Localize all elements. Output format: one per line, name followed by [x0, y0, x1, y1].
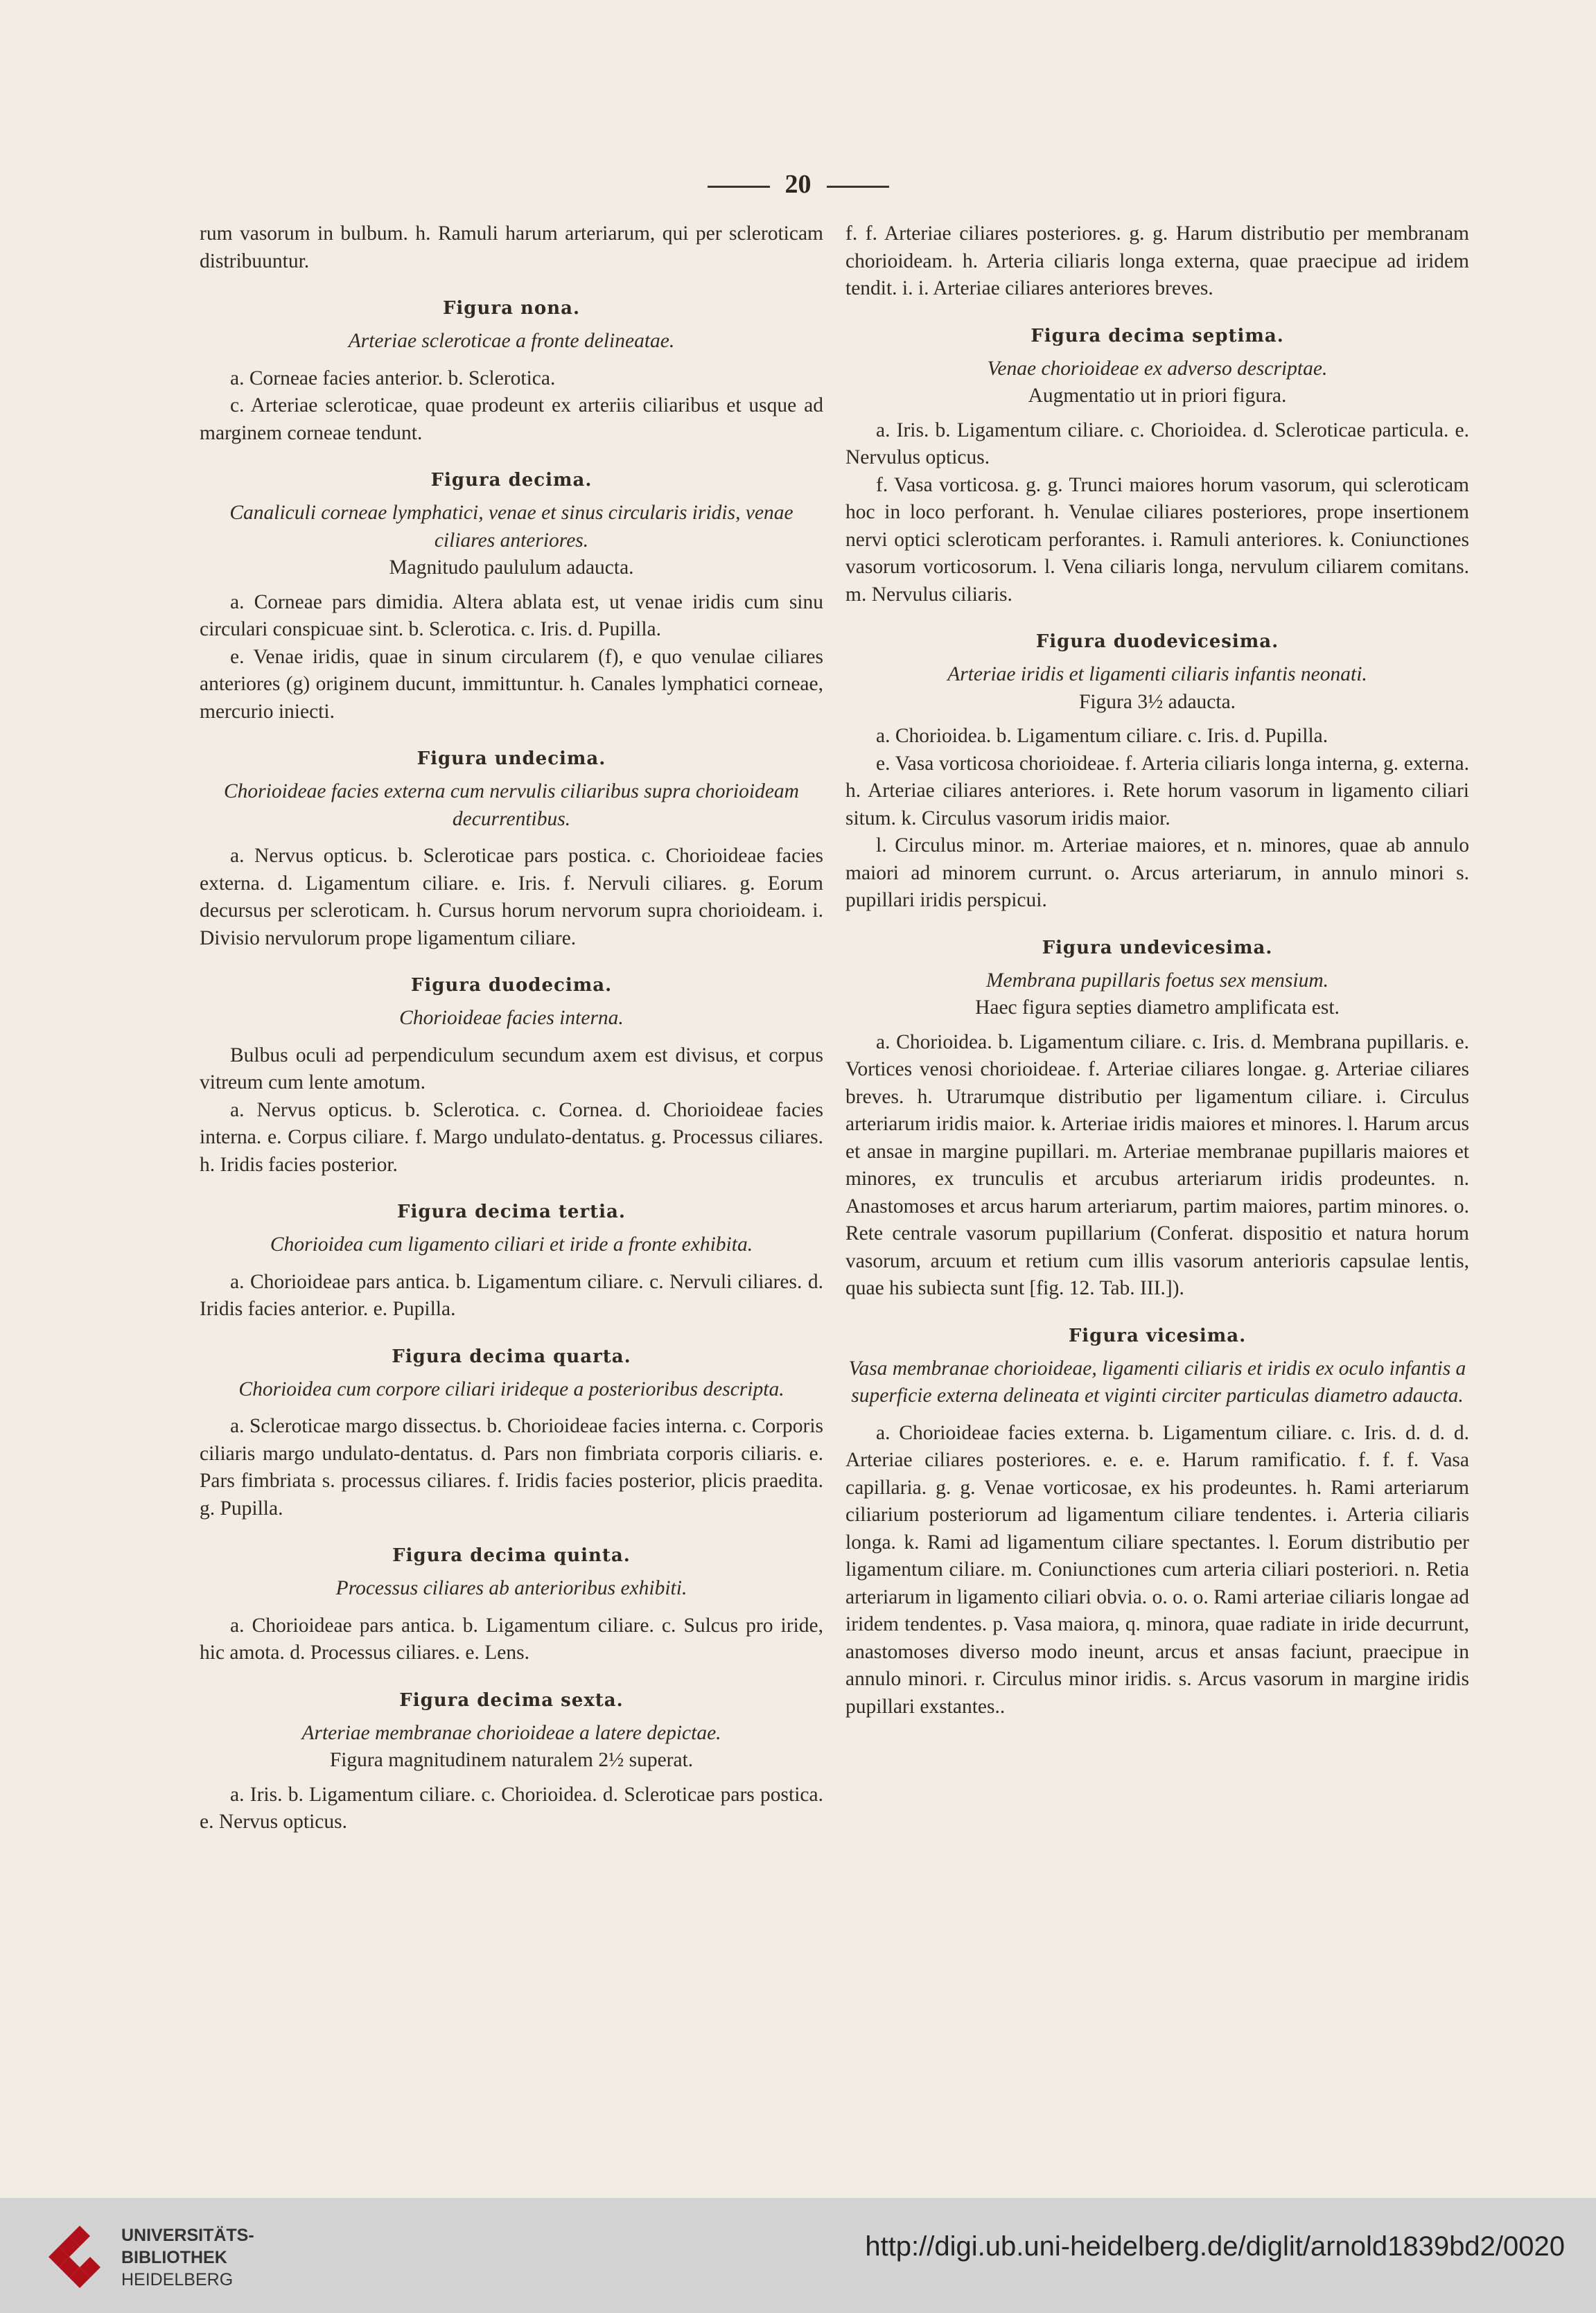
- library-name-line-1: UNIVERSITÄTS-: [121, 2226, 254, 2245]
- figure-section: [200, 1542, 823, 1667]
- digital-library-url[interactable]: http://digi.ub.uni-heidelberg.de/diglit/arnold1839bd2/0020: [865, 2231, 1565, 2262]
- paragraph: rum vasorum in bulbum. h. Ramuli harum arteriarum, qui per scleroticam distribuuntur.: [200, 222, 823, 272]
- figure-legend-paragraph: c. Arteriae scleroticae, quae prodeunt ex arteriis ciliaribus et usque ad marginem corneae tendunt.: [200, 394, 823, 444]
- figure-legend-paragraph: a. Corneae facies anterior. b. Sclerotica.: [230, 367, 556, 389]
- figure-legend-paragraph: a. Iris. b. Ligamentum ciliare. c. Chorioidea. d. Scleroticae particula. e. Nervulus opticus.: [845, 419, 1469, 468]
- figure-section: [200, 1198, 823, 1323]
- figure-title: Figura duodevicesima.: [1035, 631, 1279, 652]
- figure-section: [200, 971, 823, 1179]
- spacer: [200, 1403, 823, 1413]
- figure-note: Magnitudo paululum adaucta.: [389, 556, 634, 579]
- figure-legend-paragraph: l. Circulus minor. m. Arteriae maiores, et n. minores, quae ab annulo maiori ad minorem currunt. o. Arcus arteriarum, in annulo minori s. pupillari iridis perspicui.: [845, 834, 1469, 911]
- figure-note: Augmentatio ut in priori figura.: [1028, 385, 1287, 407]
- page-number-rule-left: [708, 186, 770, 188]
- figure-section: [200, 1687, 823, 1836]
- library-name: [121, 2224, 254, 2291]
- figure-legend-paragraph: a. Nervus opticus. b. Scleroticae pars postica. c. Chorioideae facies externa. d. Ligamentum ciliare. e. Iris. f. Nervuli ciliares. g. Eorum decursus per scleroticam. h. Cursus horum nervorum supra chorioideam. i. Divisio nervulorum prope ligamentum ciliare.: [200, 845, 823, 949]
- figure-note: Figura 3½ adaucta.: [1078, 690, 1236, 713]
- figure-title: Figura vicesima.: [1068, 1325, 1247, 1346]
- spacer: [200, 355, 823, 365]
- figure-legend-paragraph: a. Chorioideae facies externa. b. Ligamentum ciliare. c. Iris. d. d. d. Arteriae ciliares posteriores. e. e. e. Harum ramificatio. f. f. f. Vasa capillaria. g. g. Venae vorticosae, ex his prodeuntes. h. Rami arteriarum ciliarium posteriorum ad ligamentum ciliare tendentes. i. Arteria ciliaris longa. k. Rami ad ligamentum ciliare spectantes. l. Eorum distributio per ligamentum ciliare. m. Coniunctiones cum arteria ciliari posteriori. n. Retia arteriarum in ligamento ciliari obvia. o. o. o. Rami arteriae ciliaris longae ad iridem tendentes. p. Vasa maiora, q. minora, quae radiate in iride decurrunt, anastomoses diverso modo ineunt, arcus et ansas faciunt, praecipue in annulo minori. r. Circulus minor iridis. s. Arcus vasorum in margine iridis pupillari exstantes..: [845, 1421, 1469, 1718]
- figure-title: Figura duodecima.: [410, 975, 613, 996]
- figure-subtitle: Chorioideae facies interna.: [399, 1007, 624, 1029]
- figure-subtitle: Arteriae scleroticae a fronte delineatae.: [348, 330, 675, 352]
- figure-subtitle: Arteriae membranae chorioideae a latere depictae.: [301, 1721, 721, 1744]
- figure-legend-paragraph: e. Venae iridis, quae in sinum circularem (f), e quo venulae ciliares anteriores (g) originem ducunt, immittuntur. h. Canales lymphatici corneae, mercurio iniecti.: [200, 645, 823, 723]
- spacer: [845, 1410, 1469, 1420]
- page-number: [0, 169, 1596, 200]
- figure-title: Figura nona.: [442, 298, 581, 319]
- figure-section: [845, 1322, 1469, 1721]
- figure-title: Figura decima quinta.: [392, 1545, 631, 1566]
- library-name-line-3: HEIDELBERG: [121, 2270, 234, 2289]
- spacer: [200, 1603, 823, 1612]
- figure-title: Figura undevicesima.: [1042, 937, 1273, 958]
- spacer: [200, 1259, 823, 1269]
- figure-note: Figura magnitudinem naturalem 2½ superat.: [329, 1749, 694, 1771]
- figure-legend-paragraph: a. Chorioideae pars antica. b. Ligamentum ciliare. c. Sulcus pro iride, hic amota. d. Processus ciliares. e. Lens.: [200, 1614, 823, 1664]
- figure-subtitle: Chorioidea cum corpore ciliari irideque a posterioribus descripta.: [238, 1378, 784, 1400]
- figure-title: Figura undecima.: [416, 748, 606, 769]
- spacer: [200, 1032, 823, 1042]
- figure-legend-paragraph: a. Chorioidea. b. Ligamentum ciliare. c. Iris. d. Membrana pupillaris. e. Vortices venosi chorioideae. f. Arteriae ciliares longae. g. Arteriae ciliares breves. h. Utrarumque distributio per ligamentum ciliare. i. Circulus arteriarum iridis maior. k. Arteriae iridis maiores et minores. l. Harum arcus et ansae in margine pupillari. m. Arteriae membranae pupillaris maiores et minores, ex trunculis et arcubus arteriarum iridis prodeuntes. n. Anastomoses et arcus harum arteriarum, partim maiores, partim minores. o. Rete centrale vasorum pupillarium (Conferat. dispositio et natura horum vasorum, arcuum et retium cum illis vasorum anterioris capsulae lentis, quae his subiecta sunt [fig. 12. Tab. III.]).: [845, 1030, 1469, 1299]
- figure-title: Figura decima sexta.: [399, 1689, 624, 1711]
- spacer: [200, 833, 823, 843]
- figure-legend-paragraph: a. Iris. b. Ligamentum ciliare. c. Chorioidea. d. Scleroticae pars postica. e. Nervus opticus.: [200, 1783, 823, 1833]
- figure-subtitle: Membrana pupillaris foetus sex mensium.: [985, 969, 1329, 992]
- figure-legend-paragraph: a. Nervus opticus. b. Sclerotica. c. Cornea. d. Chorioideae facies interna. e. Corpus ciliare. f. Margo undulato-dentatus. g. Processus ciliares. h. Iridis facies posterior.: [200, 1098, 823, 1176]
- figure-note: Haec figura septies diametro amplificata est.: [975, 996, 1340, 1019]
- page-number-text: 20: [784, 170, 812, 199]
- figure-subtitle: Processus ciliares ab anterioribus exhibiti.: [335, 1577, 687, 1599]
- figure-subtitle: Chorioideae facies externa cum nervulis ciliaribus supra chorioideam decurrentibus.: [224, 780, 799, 830]
- figure-legend-paragraph: a. Chorioidea. b. Ligamentum ciliare. c. Iris. d. Pupilla.: [876, 725, 1328, 747]
- figure-legend-paragraph: a. Chorioideae pars antica. b. Ligamentum ciliare. c. Nervuli ciliares. d. Iridis facies anterior. e. Pupilla.: [200, 1270, 823, 1320]
- figure-section: [200, 294, 823, 447]
- figure-subtitle: Arteriae iridis et ligamenti ciliaris infantis neonati.: [947, 663, 1367, 685]
- figure-section: [200, 466, 823, 725]
- figure-subtitle: Venae chorioideae ex adverso descriptae.: [987, 357, 1328, 380]
- figure-legend-paragraph: f. Vasa vorticosa. g. g. Trunci maiores horum vasorum, qui scleroticam hoc in loco perforant. h. Venulae ciliares posteriores, prope insertionem nervi optici scleroticam perforantes. i. Ramuli anteriores. k. Coniunctiones vasorum vorticosorum. l. Vena ciliaris longa, nervulum ciliarem comitans. m. Nervulus ciliaris.: [845, 473, 1469, 606]
- figure-section: [845, 322, 1469, 609]
- figure-legend-paragraph: a. Corneae pars dimidia. Altera ablata est, ut venae iridis cum sinu circulari conspicuae sint. b. Sclerotica. c. Iris. d. Pupilla.: [200, 590, 823, 640]
- figure-legend-paragraph: e. Vasa vorticosa chorioideae. f. Arteria ciliaris longa interna, g. externa. h. Arteriae ciliares anteriores. i. Rete horum vasorum in ligamento ciliari situm. k. Circulus vasorum iridis maior.: [845, 752, 1469, 829]
- figure-section: [845, 628, 1469, 915]
- figure-title: Figura decima.: [430, 470, 593, 491]
- figure-subtitle: Canaliculi corneae lymphatici, venae et sinus circularis iridis, venae ciliares anteriores.: [229, 502, 793, 552]
- footer-bar: [0, 2198, 1596, 2313]
- library-name-line-2: BIBLIOTHEK: [121, 2248, 227, 2267]
- left-column: [200, 220, 823, 1843]
- paragraph: f. f. Arteriae ciliares posteriores. g. g. Harum distributio per membranam chorioideam. h. Arteria ciliaris longa externa, quae praecipue ad iridem tendit. i. i. Arteriae ciliares anteriores breves.: [845, 222, 1469, 299]
- right-column: [845, 220, 1469, 1727]
- figure-title: Figura decima tertia.: [397, 1202, 626, 1222]
- figure-title: Figura decima septima.: [1031, 325, 1284, 346]
- figure-subtitle: Chorioidea cum ligamento ciliari et iride a fronte exhibita.: [270, 1233, 753, 1256]
- figure-legend-paragraph: a. Scleroticae margo dissectus. b. Chorioideae facies interna. c. Corporis ciliaris margo undulato-dentatus. d. Pars non fimbriata corporis ciliaris. e. Pars fimbriata s. processus ciliares. f. Iridis facies posterior, plicis praedita. g. Pupilla.: [200, 1415, 823, 1520]
- university-library-logo-icon: [49, 2226, 111, 2288]
- page-number-rule-right: [827, 186, 889, 188]
- figure-legend-paragraph: Bulbus oculi ad perpendiculum secundum axem est divisus, et corpus vitreum cum lente amotum.: [200, 1044, 823, 1093]
- figure-section: [200, 1343, 823, 1523]
- figure-subtitle: Vasa membranae chorioideae, ligamenti ciliaris et iridis ex oculo infantis a superficie externa delineata et viginti circiter particulas diametro adaucta.: [848, 1357, 1466, 1407]
- figure-section: [200, 745, 823, 952]
- figure-title: Figura decima quarta.: [392, 1346, 631, 1367]
- figure-section: [845, 934, 1469, 1303]
